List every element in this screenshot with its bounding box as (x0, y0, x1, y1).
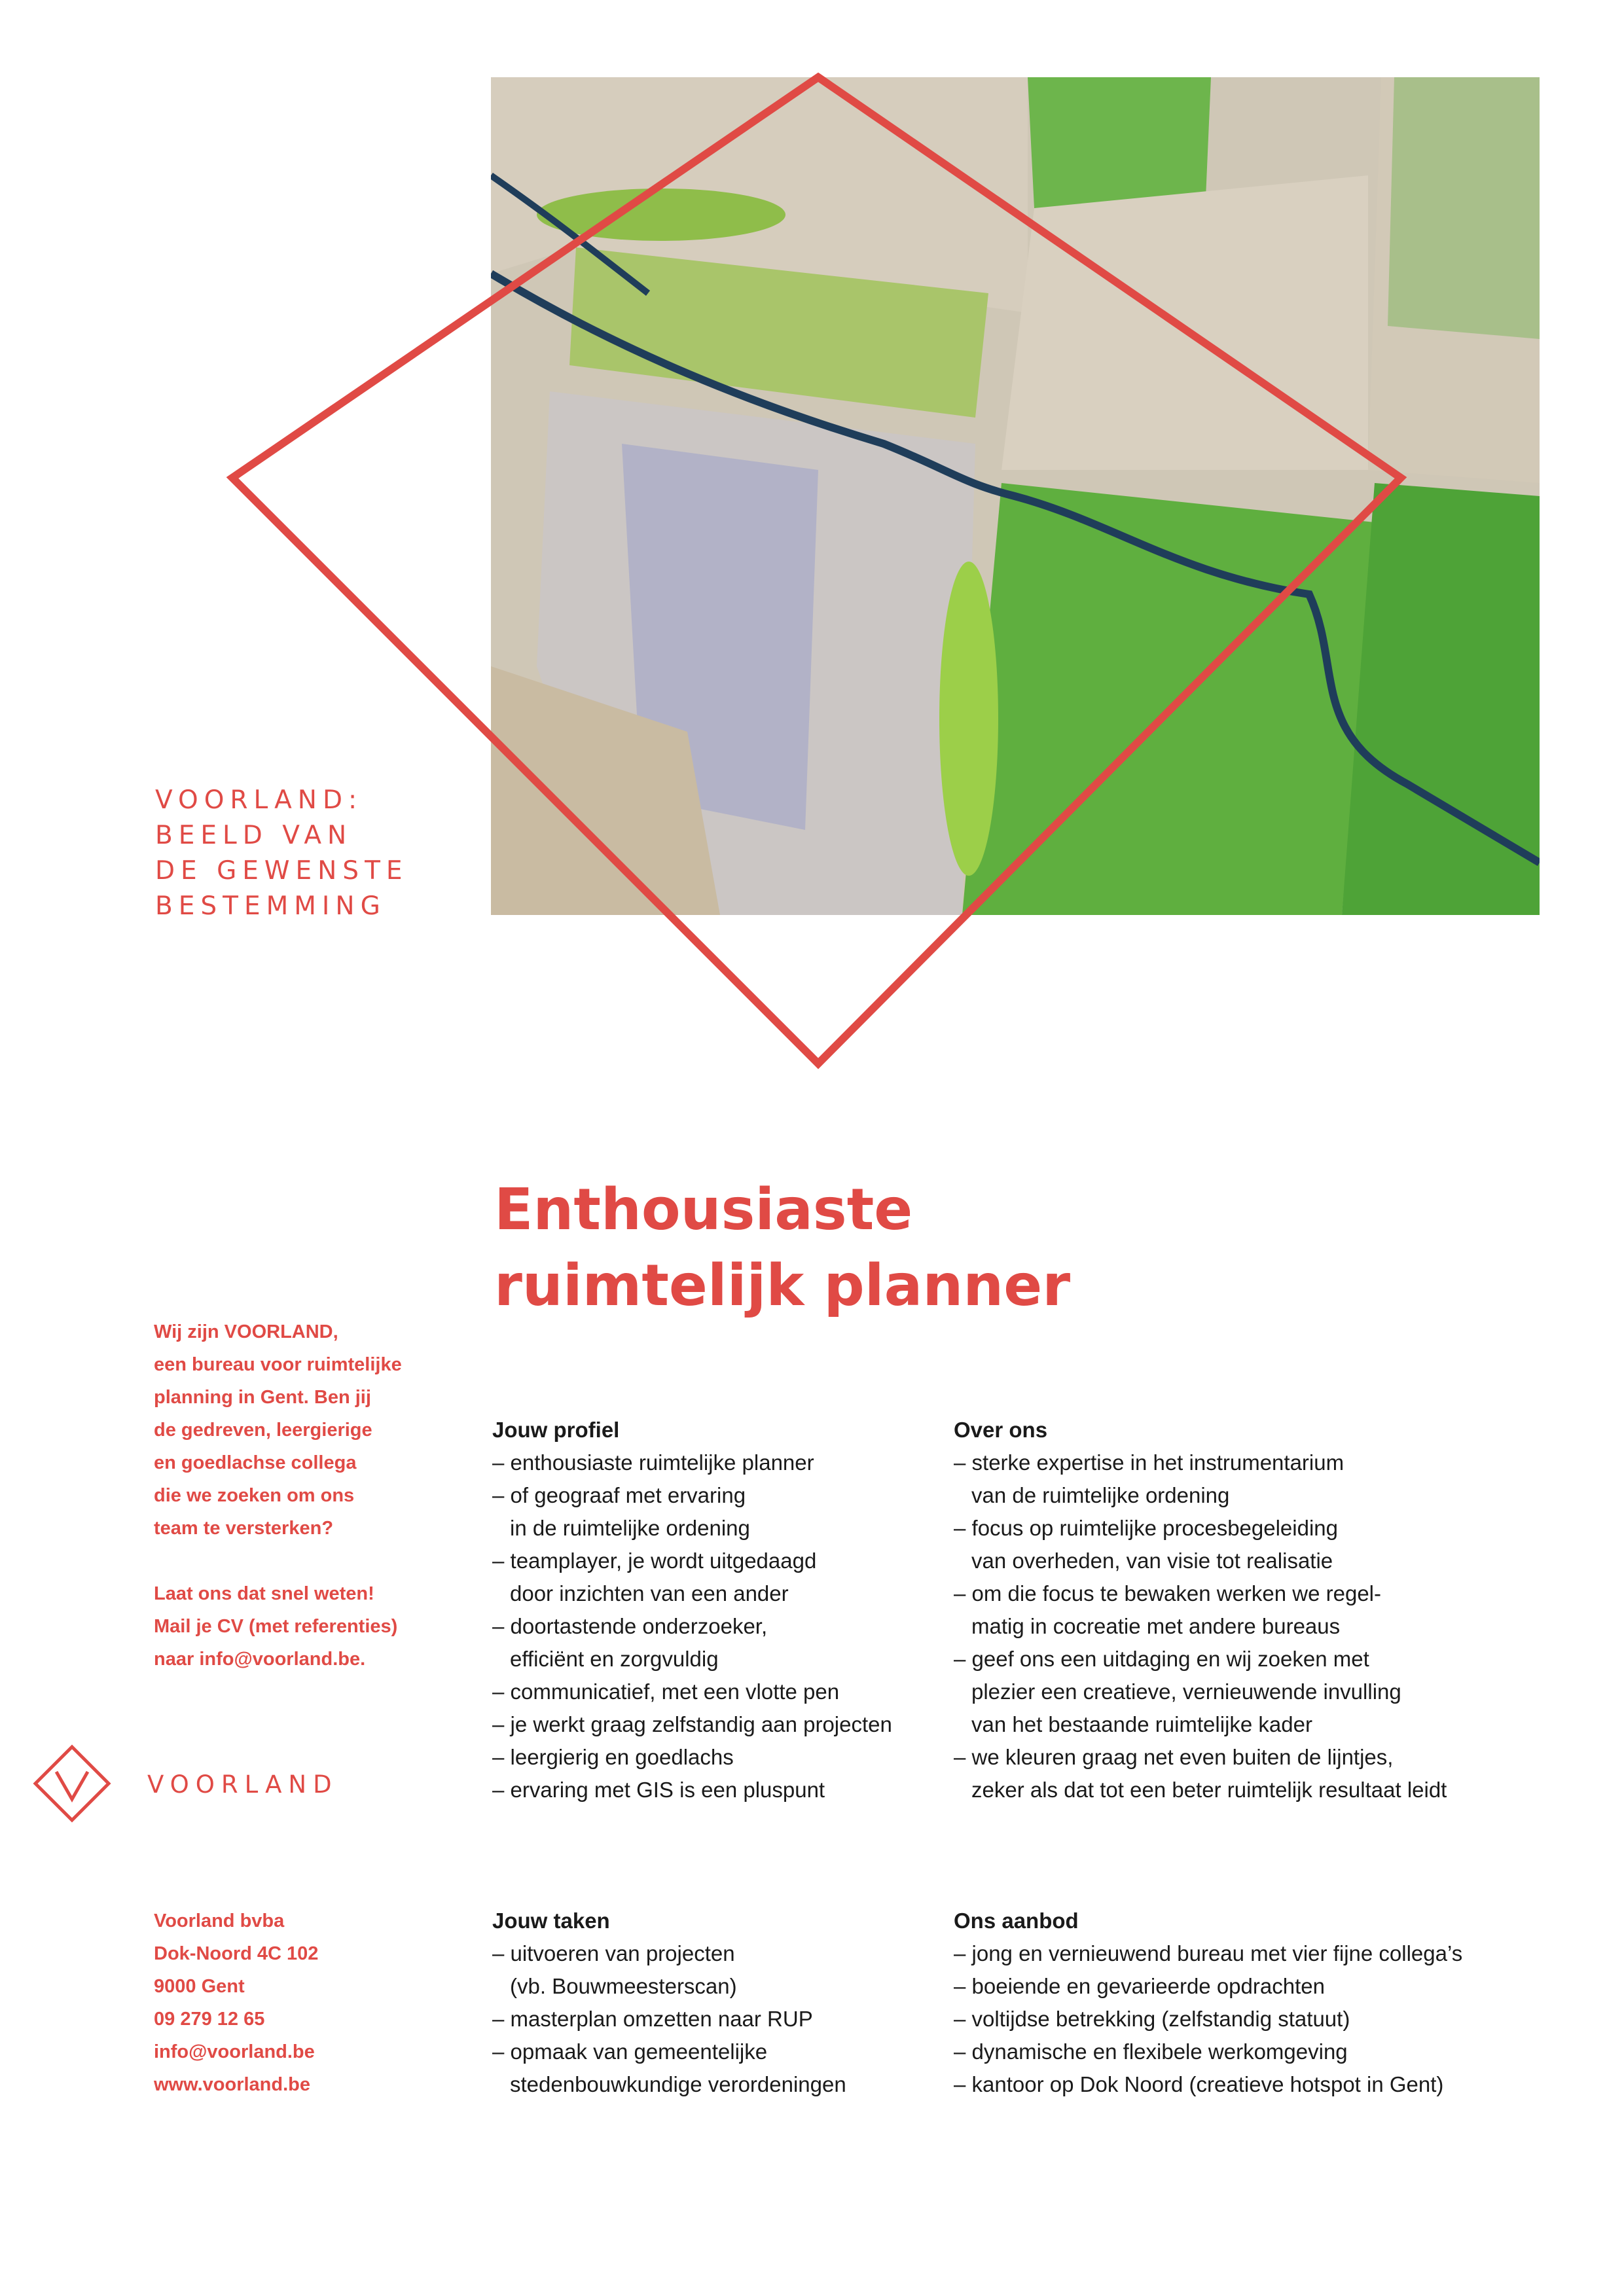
page-title (494, 1172, 1070, 1323)
contact-block (154, 1905, 318, 2101)
list-item: – sterke expertise in het instrumentarium (954, 1450, 1344, 1475)
list-item: van de ruimtelijke ordening (971, 1483, 1230, 1507)
intro-line: planning in Gent. Ben jij (154, 1387, 371, 1408)
section-title: Jouw taken (492, 1909, 610, 1933)
list-item: (vb. Bouwmeesterscan) (510, 1974, 737, 1998)
list-item: – enthousiaste ruimtelijke planner (492, 1450, 814, 1475)
list-item: – teamplayer, je wordt uitgedaagd (492, 1549, 817, 1573)
section-title: Jouw profiel (492, 1418, 620, 1442)
list-item: door inzichten van een ander (510, 1581, 789, 1605)
intro-line: Wij zijn VOORLAND, (154, 1321, 338, 1342)
contact-company: Voorland bvba (154, 1910, 285, 1931)
list-item: – voltijdse betrekking (zelfstandig statuut) (954, 2007, 1350, 2031)
list-item: in de ruimtelijke ordening (510, 1516, 750, 1540)
intro-line: die we zoeken om ons (154, 1485, 355, 1506)
contact-city: 9000 Gent (154, 1976, 245, 1997)
intro-line: Laat ons dat snel weten! (154, 1583, 374, 1604)
list-item: – opmaak van gemeentelijke (492, 2039, 768, 2064)
section-jouw-taken (492, 1905, 846, 2101)
list-item: – kantoor op Dok Noord (creatieve hotspot in Gent) (954, 2072, 1444, 2096)
section-title: Over ons (954, 1418, 1048, 1442)
list-item: stedenbouwkundige verordeningen (510, 2072, 846, 2096)
contact-phone[interactable]: 09 279 12 65 (154, 2009, 265, 2030)
tagline-line: BESTEMMING (155, 891, 386, 921)
list-item: – communicatief, met een vlotte pen (492, 1679, 840, 1704)
list-item: matig in cocreatie met andere bureaus (971, 1614, 1341, 1638)
list-item: van het bestaande ruimtelijke kader (971, 1712, 1312, 1736)
intro-text (154, 1316, 442, 1676)
list-item: – je werkt graag zelfstandig aan projecten (492, 1712, 892, 1736)
list-item: – om die focus te bewaken werken we regel- (954, 1581, 1382, 1605)
list-item: – uitvoeren van projecten (492, 1941, 735, 1965)
list-item: – ervaring met GIS is een pluspunt (492, 1778, 825, 1802)
section-title: Ons aanbod (954, 1909, 1079, 1933)
list-item: – leergierig en goedlachs (492, 1745, 734, 1769)
intro-line: team te versterken? (154, 1518, 334, 1539)
page-title-line: ruimtelijk planner (494, 1252, 1071, 1319)
section-ons-aanbod (954, 1905, 1462, 2101)
aerial-field-photo (491, 77, 1540, 915)
tagline-line: VOORLAND: (155, 785, 363, 815)
tagline (155, 783, 408, 924)
list-item: – masterplan omzetten naar RUP (492, 2007, 813, 2031)
voorland-diamond-logo-icon (33, 1744, 111, 1823)
list-item: plezier een creatieve, vernieuwende invulling (971, 1679, 1401, 1704)
section-over-ons (954, 1414, 1447, 1806)
intro-line: Mail je CV (met referenties) (154, 1616, 398, 1637)
list-item: – of geograaf met ervaring (492, 1483, 746, 1507)
section-jouw-profiel (492, 1414, 892, 1806)
page-title-line: Enthousiaste (494, 1176, 913, 1243)
list-item: – geef ons een uitdaging en wij zoeken met (954, 1647, 1369, 1671)
list-item: – focus op ruimtelijke procesbegeleiding (954, 1516, 1339, 1540)
intro-line: de gedreven, leergierige (154, 1420, 372, 1441)
contact-street: Dok-Noord 4C 102 (154, 1943, 319, 1964)
tagline-line: DE GEWENSTE (155, 856, 408, 886)
list-item: – jong en vernieuwend bureau met vier fijne collega’s (954, 1941, 1463, 1965)
intro-line: en goedlachse collega (154, 1452, 357, 1473)
tagline-line: BEELD VAN (155, 821, 353, 850)
list-item: efficiënt en zorgvuldig (510, 1647, 719, 1671)
list-item: – doortastende onderzoeker, (492, 1614, 768, 1638)
list-item: zeker als dat tot een beter ruimtelijk resultaat leidt (971, 1778, 1447, 1802)
logo-text: VOORLAND (147, 1770, 338, 1799)
contact-website[interactable]: www.voorland.be (154, 2074, 311, 2095)
intro-line (154, 1545, 442, 1577)
intro-line: een bureau voor ruimtelijke (154, 1354, 402, 1375)
list-item: van overheden, van visie tot realisatie (971, 1549, 1333, 1573)
list-item: – we kleuren graag net even buiten de lijntjes, (954, 1745, 1394, 1769)
intro-line: naar info@voorland.be. (154, 1649, 366, 1670)
list-item: – boeiende en gevarieerde opdrachten (954, 1974, 1325, 1998)
list-item: – dynamische en flexibele werkomgeving (954, 2039, 1348, 2064)
contact-email[interactable]: info@voorland.be (154, 2041, 315, 2062)
